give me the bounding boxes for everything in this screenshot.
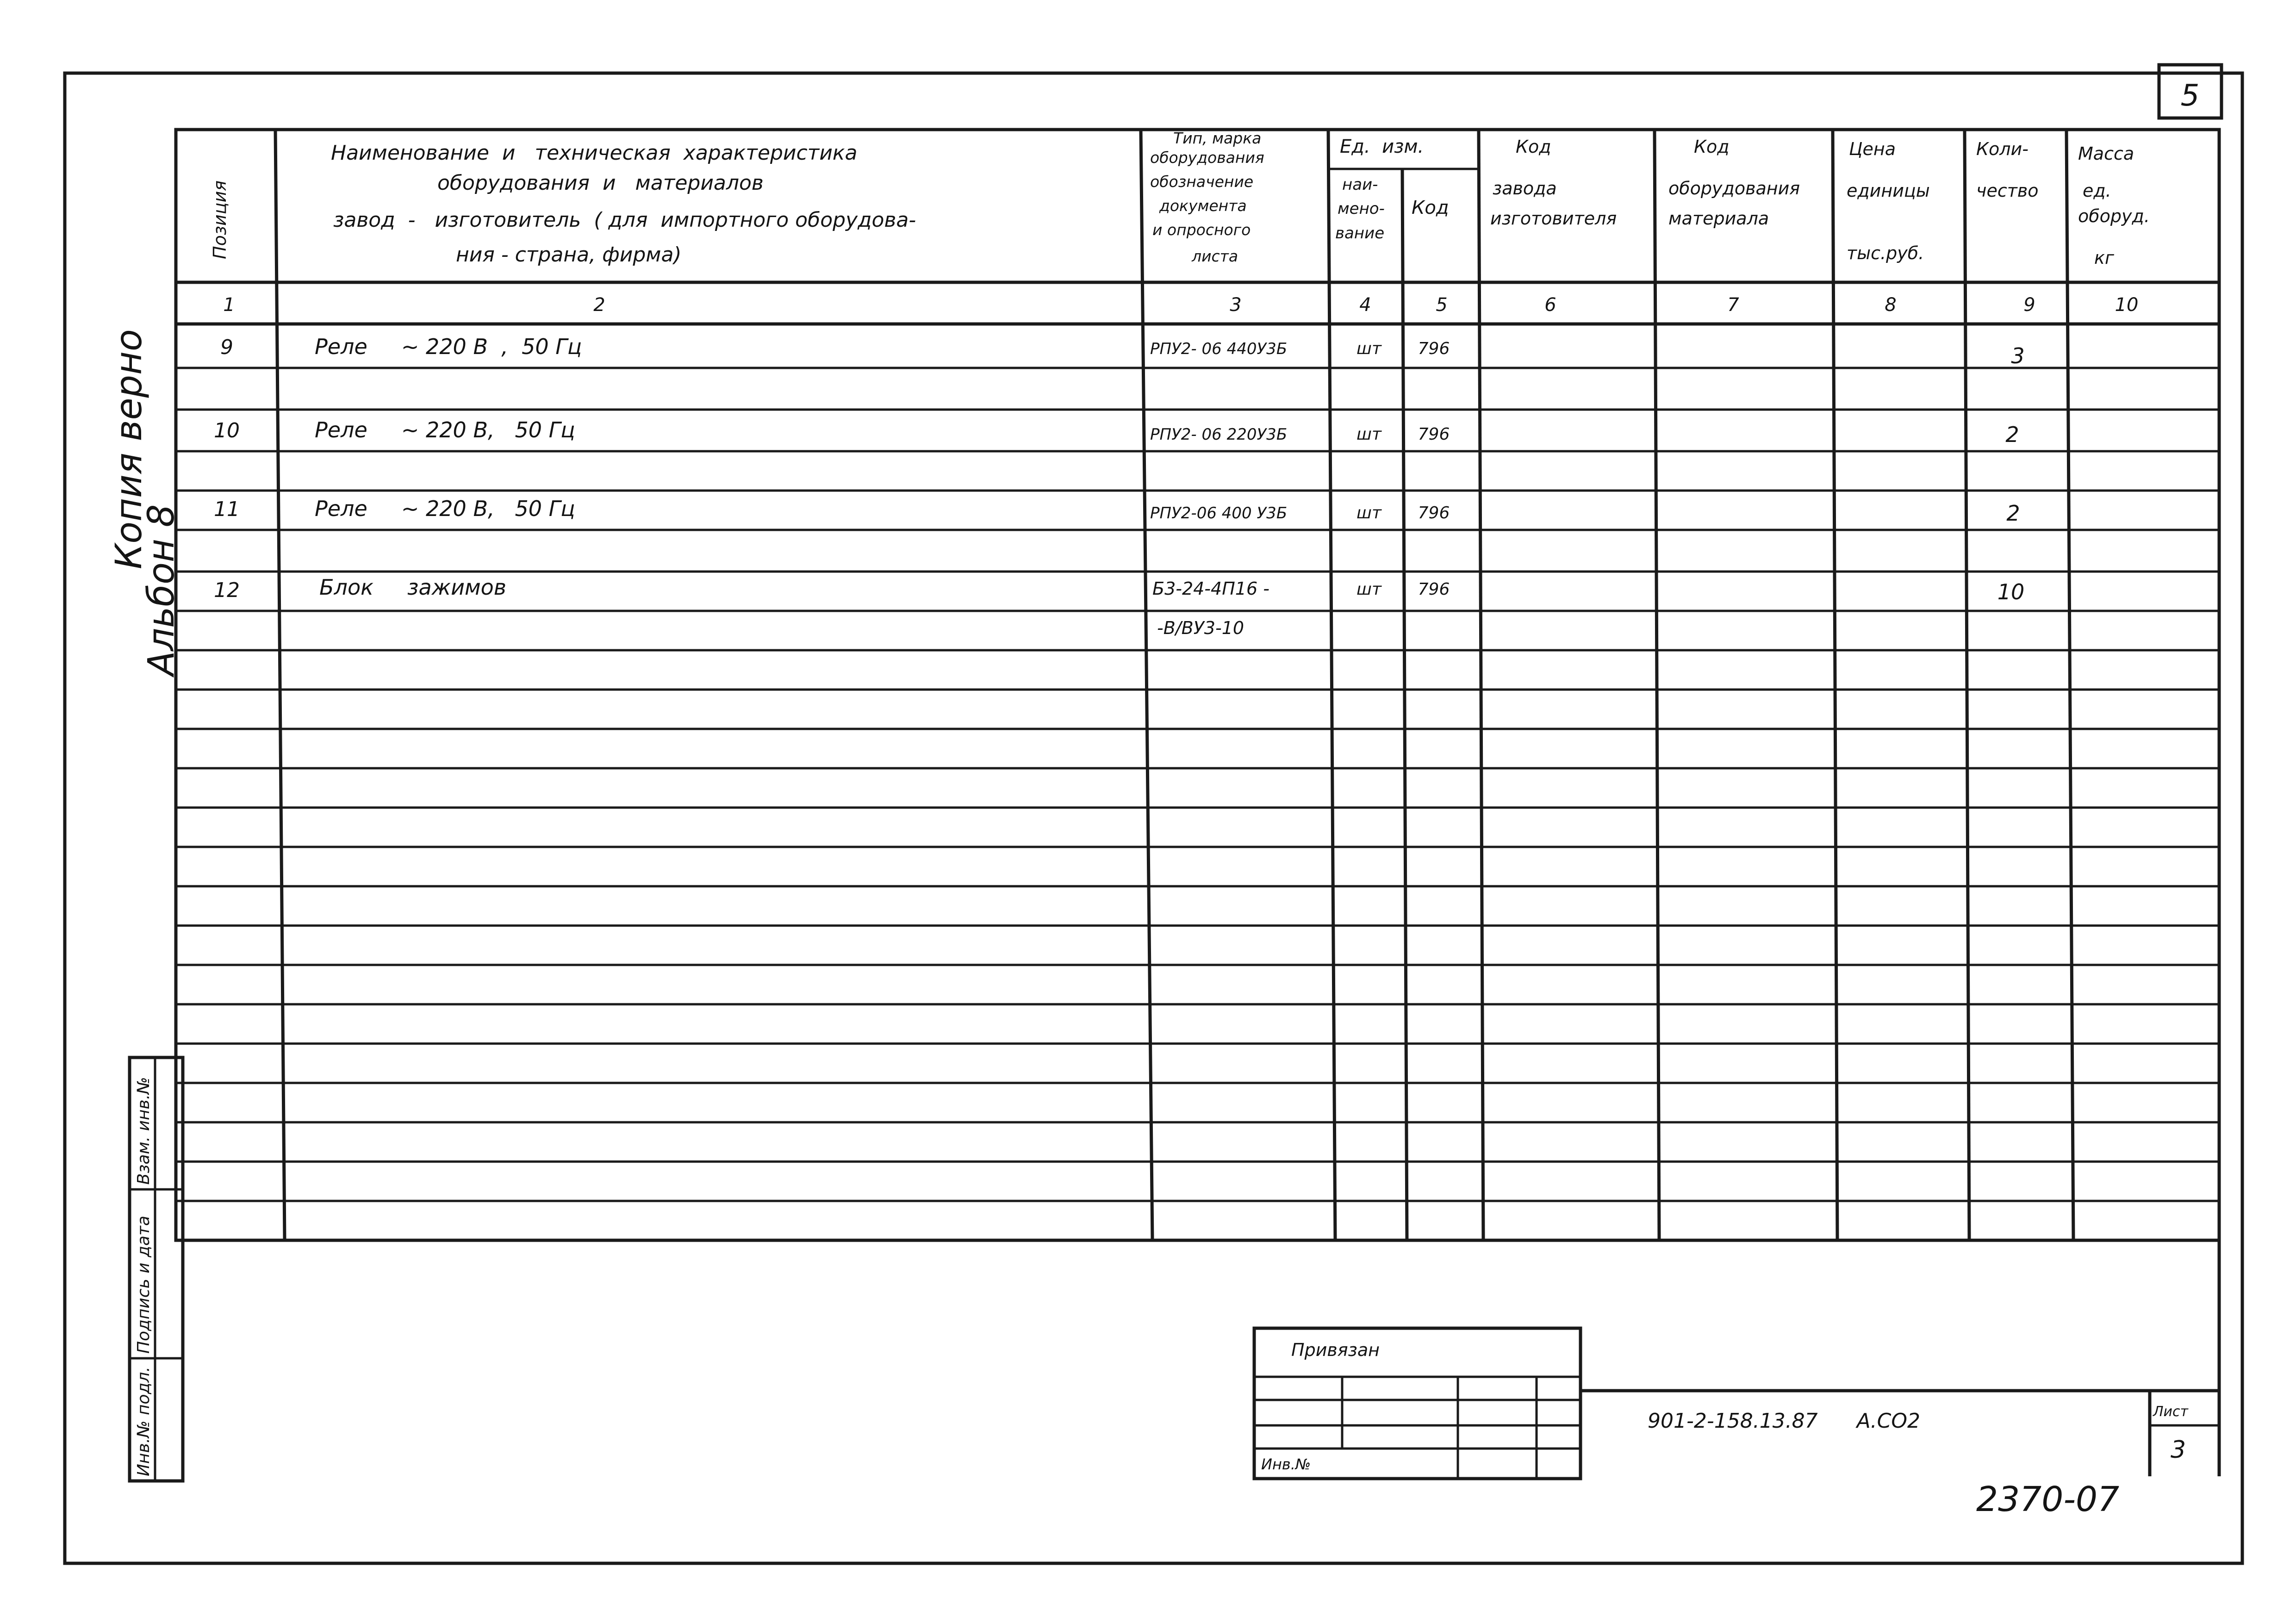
header-position: Позиция [210,180,230,259]
header-price-line: единицы [1847,180,1930,201]
row-unit: шт [1356,580,1381,599]
header-name-line3: завод - изготовитель ( для импортного оборудова- [333,208,916,232]
header-mass-line: Масса [2078,143,2134,164]
header-unit-name [1335,175,1385,243]
row-quantity: 2 [2006,501,2020,526]
column-number: 7 [1727,294,1739,316]
row-unit-code: 796 [1418,504,1450,522]
header-equipment-line: Код [1694,137,1730,157]
column-number: 1 [223,294,235,316]
binding-label: Привязан [1291,1340,1380,1360]
column-number: 3 [1230,294,1242,316]
outer-frame [65,73,2242,1563]
header-factory-line: завода [1493,178,1557,199]
row-unit: шт [1356,425,1381,444]
header-name-line2: оборудования и материалов [437,171,764,195]
row-unit: шт [1356,504,1381,522]
header-quantity [1976,139,2039,201]
title-block [1580,1391,2219,1476]
row-unit-code: 796 [1418,425,1450,444]
header-mass [2078,143,2150,268]
row-type: РПУ2- 06 440У3Б [1150,340,1288,358]
column-lines [275,130,2073,1240]
row-name: Реле ~ 220 В, 50 Гц [315,417,575,442]
table-row [214,575,2024,638]
header-unit-code: Код [1412,197,1449,218]
side-stamp-signature: Подпись и дата [134,1215,153,1354]
column-number: 9 [2023,294,2035,316]
header-mass-line: кг [2094,248,2114,268]
spec-table-frame [176,130,2219,1240]
header-mass-line: ед. [2083,180,2111,201]
footer-number: 2370-07 [1976,1480,2120,1519]
header-type-line: и опросного [1152,221,1251,239]
row-lines [176,368,2219,1201]
binding-stamp [1254,1328,1580,1479]
row-type: РПУ2-06 400 У3Б [1150,504,1288,522]
header-type-line: Тип, марка [1173,129,1262,147]
row-name: Реле ~ 220 В, 50 Гц [315,496,575,521]
row-name: Блок зажимов [319,575,506,600]
header-price [1847,139,1930,263]
row-position: 11 [214,497,240,521]
column-number: 8 [1885,294,1897,316]
inner-frame [176,130,2219,1476]
table-row [214,417,2019,447]
table-row [214,496,2020,526]
column-number: 2 [593,294,605,316]
header-quantity-line: Коли- [1976,139,2028,159]
side-stamp-inventory: Инв.№ подл. [134,1367,153,1476]
header-type-line: документа [1159,197,1247,215]
column-number-row [223,294,2138,316]
header-unit-name-line: наи- [1342,175,1378,194]
header-type-line: листа [1192,247,1238,265]
sheet-number: 5 [2180,79,2200,113]
album-note: Альбон 8 [141,504,182,676]
row-quantity: 3 [2011,343,2025,368]
header-factory-line: Код [1516,137,1551,157]
row-type: Б3-24-4П16 - [1152,578,1269,599]
header-quantity-line: чество [1976,180,2039,201]
header-unit-name-line: вание [1335,224,1385,243]
row-type-continued: -В/ВУ3-10 [1157,618,1244,638]
column-number: 6 [1544,294,1556,316]
row-unit-code: 796 [1418,580,1450,599]
row-type: РПУ2- 06 220У3Б [1150,425,1288,444]
header-factory-code [1490,137,1617,229]
header-type-line: оборудования [1150,149,1264,167]
header-mass-line: оборуд. [2078,206,2150,226]
header-name-line4: ния - страна, фирма) [456,243,682,267]
row-position: 9 [220,336,233,359]
table-row [220,334,2025,368]
row-position: 10 [214,419,240,442]
header-factory-line: изготовителя [1490,208,1617,229]
list-label: Лист [2153,1404,2189,1420]
row-unit: шт [1356,339,1381,358]
header-price-line: тыс.руб. [1847,243,1924,263]
header-unit-name-line: мено- [1338,199,1385,218]
header-price-line: Цена [1849,139,1896,159]
side-stamp-replacement: Взам. инв.№ [134,1077,153,1185]
header-equipment-line: оборудования [1668,178,1800,199]
header-type-line: обозначение [1150,173,1254,191]
header-name-line1: Наименование и техническая характеристика [331,141,858,165]
column-number: 10 [2115,294,2139,316]
header-equipment-line: материала [1668,208,1769,229]
header-equipment-code [1668,137,1800,229]
list-number: 3 [2171,1436,2186,1464]
row-quantity: 2 [2005,422,2019,447]
column-number: 4 [1359,294,1371,316]
column-number: 5 [1436,294,1448,316]
document-code: 901-2-158.13.87 А.СО2 [1648,1409,1921,1433]
header-unit-group: Ед. изм. [1340,136,1424,157]
copy-certified-note: Копия верно [108,329,150,569]
inventory-number-label: Инв.№ [1261,1455,1311,1473]
row-name: Реле ~ 220 В , 50 Гц [315,334,582,359]
row-unit-code: 796 [1418,339,1450,358]
row-quantity: 10 [1997,579,2025,604]
header-type [1150,129,1264,265]
row-position: 12 [214,578,240,602]
